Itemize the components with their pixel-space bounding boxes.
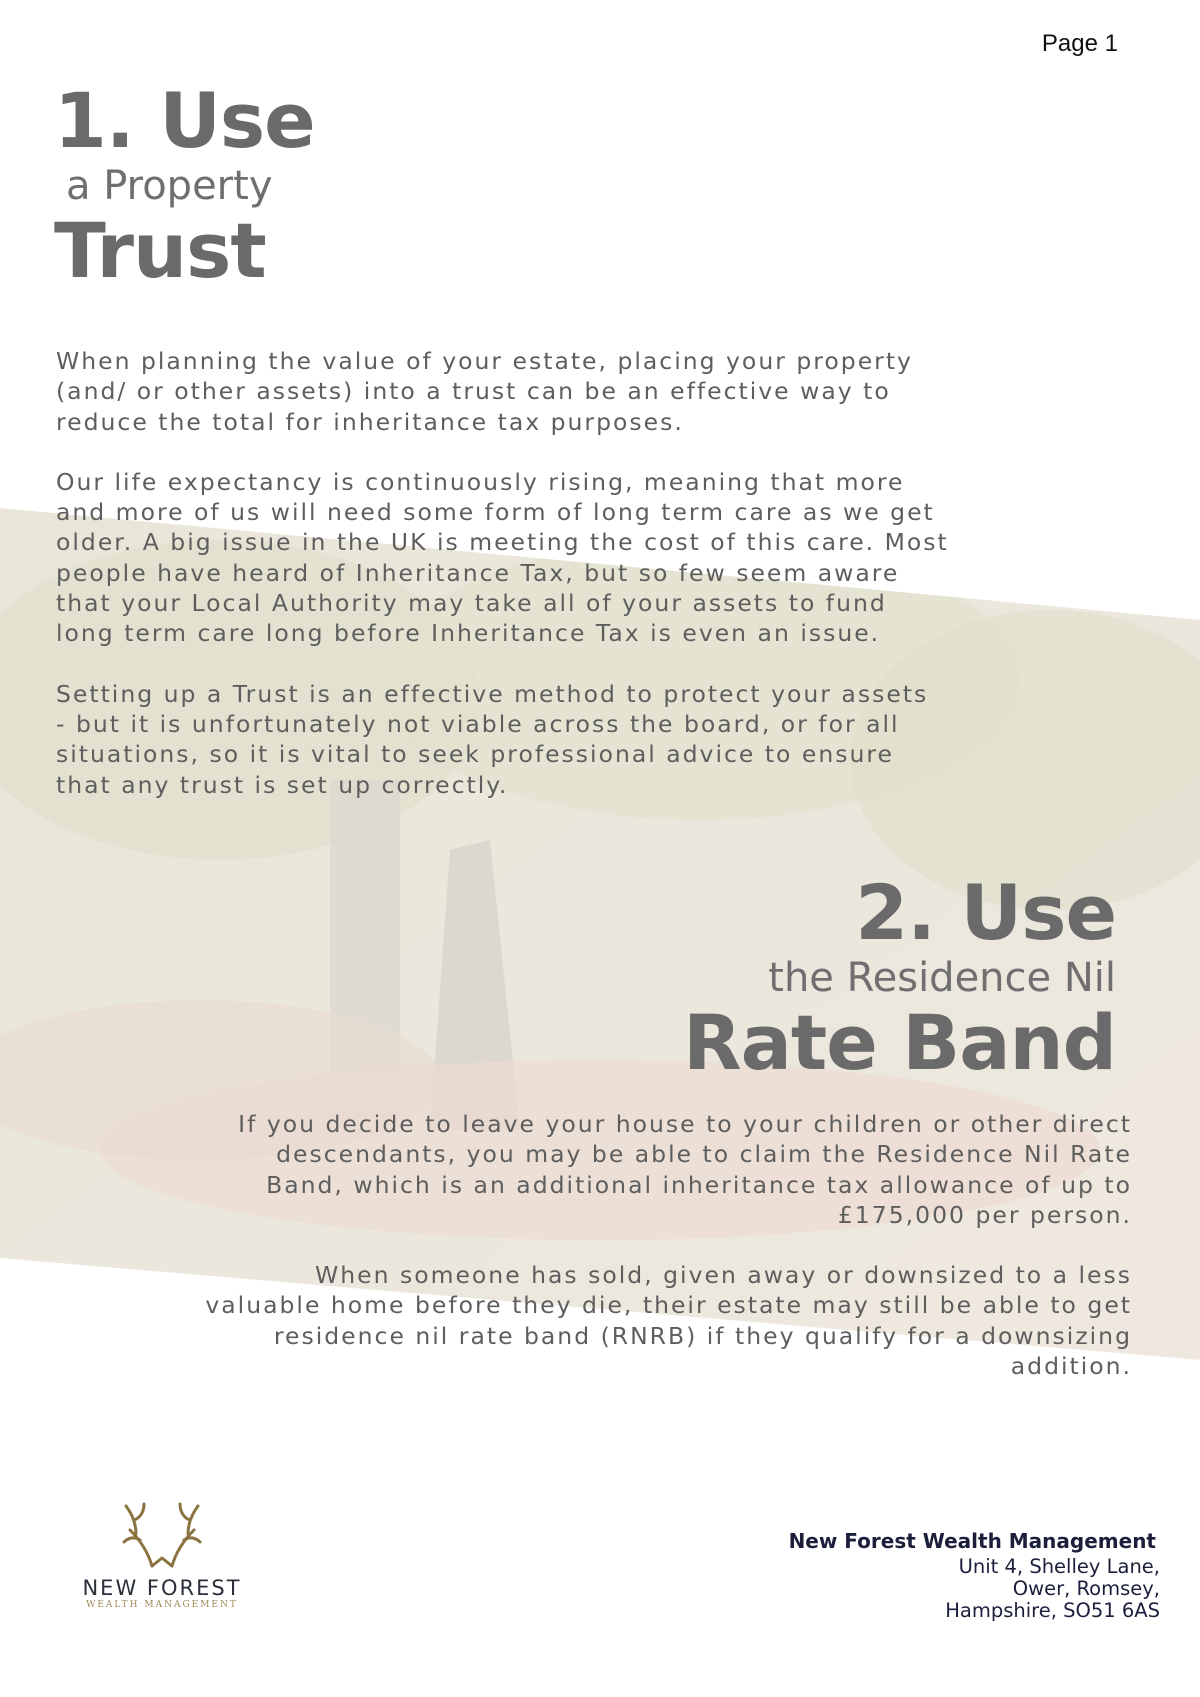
section1-heading-sub: a Property xyxy=(66,163,273,209)
text-line: Band, which is an additional inheritance tax allowance of up to xyxy=(266,1170,1132,1199)
logo-tagline: WEALTH MANAGEMENT xyxy=(86,1600,238,1610)
text-line: When someone has sold, given away or downsized to a less xyxy=(315,1261,1132,1290)
text-line: descendants, you may be able to claim the Residence Nil Rate xyxy=(276,1140,1132,1169)
section1-paragraph-1 xyxy=(56,346,956,437)
section2-heading-number: 2. Use xyxy=(855,868,1116,957)
section1-heading-number: 1. Use xyxy=(54,76,315,165)
text-line: and more of us will need some form of long term care as we get xyxy=(56,498,935,527)
text-line: older. A big issue in the UK is meeting the cost of this care. Most xyxy=(56,528,949,557)
logo-name: NEW FOREST xyxy=(82,1576,242,1600)
company-name: New Forest Wealth Management xyxy=(788,1529,1156,1553)
text-line: that any trust is set up correctly. xyxy=(56,770,509,799)
company-address xyxy=(789,1526,1160,1622)
text-line: Our life expectancy is continuously rising, meaning that more xyxy=(56,467,905,496)
address-line: Ower, Romsey, xyxy=(1012,1577,1160,1600)
text-line: residence nil rate band (RNRB) if they qualify for a downsizing xyxy=(273,1321,1132,1350)
section1-paragraph-3 xyxy=(56,679,956,800)
section2-paragraph-1 xyxy=(132,1109,1132,1230)
company-logo xyxy=(82,1500,242,1610)
text-line: When planning the value of your estate, placing your property xyxy=(56,347,913,375)
text-line: addition. xyxy=(1010,1352,1132,1381)
section2-heading xyxy=(683,870,1116,1086)
text-line: long term care long before Inheritance Tax is even an issue. xyxy=(56,619,881,648)
section1-paragraph-2 xyxy=(56,467,956,649)
section1-heading-main: Trust xyxy=(54,206,266,295)
text-line: people have heard of Inheritance Tax, but so few seem aware xyxy=(56,558,900,587)
section2-heading-main: Rate Band xyxy=(683,998,1116,1087)
text-line: situations, so it is vital to seek professional advice to ensure xyxy=(56,740,894,769)
text-line: If you decide to leave your house to your children or other direct xyxy=(238,1110,1132,1138)
text-line: (and/ or other assets) into a trust can be an effective way to xyxy=(56,377,891,406)
section2-heading-sub: the Residence Nil xyxy=(768,955,1116,1001)
address-line: Hampshire, SO51 6AS xyxy=(945,1599,1160,1622)
section1-heading xyxy=(54,78,315,294)
text-line: - but it is unfortunately not viable across the board, or for all xyxy=(56,709,900,738)
text-line: that your Local Authority may take all of your assets to fund xyxy=(56,589,887,618)
section2-paragraph-2 xyxy=(132,1260,1132,1381)
address-line: Unit 4, Shelley Lane, xyxy=(958,1555,1160,1578)
stag-antlers-icon xyxy=(122,1500,202,1570)
text-line: reduce the total for inheritance tax purposes. xyxy=(56,407,684,436)
section1-body xyxy=(56,346,956,830)
text-line: valuable home before they die, their estate may still be able to get xyxy=(205,1291,1132,1320)
text-line: Setting up a Trust is an effective method to protect your assets xyxy=(56,679,929,708)
section2-body xyxy=(132,1109,1132,1411)
page-number: Page 1 xyxy=(1041,30,1118,57)
text-line: £175,000 per person. xyxy=(837,1200,1132,1229)
